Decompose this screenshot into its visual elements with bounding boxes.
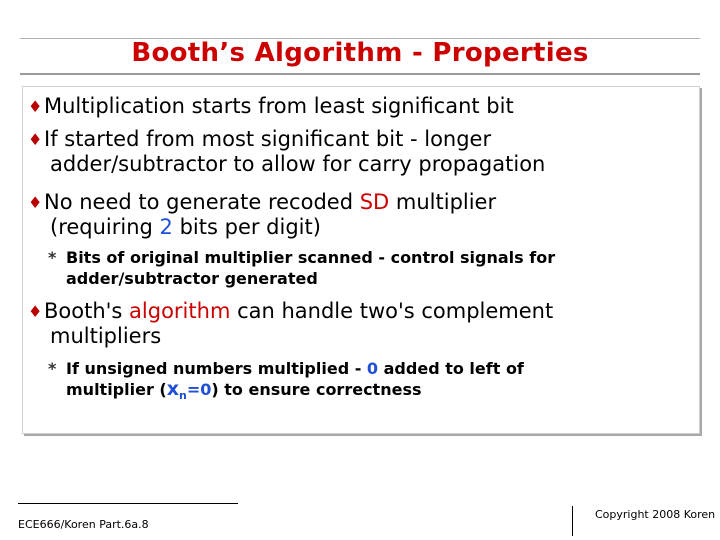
footer-copyright: Copyright 2008 Koren bbox=[595, 508, 716, 521]
subbullet-2-line-1: If unsigned numbers multiplied - 0 added to left of bbox=[66, 359, 524, 378]
asterisk-icon: * bbox=[48, 248, 57, 267]
footer-course-label: ECE666/Koren Part.6a.8 bbox=[18, 518, 149, 531]
bullet-4-line-1: Booth's algorithm can handle two's complement bbox=[44, 299, 554, 323]
subbullet-2 bbox=[48, 358, 524, 406]
bullet-1 bbox=[28, 94, 514, 119]
bullet-4-line-2: multipliers bbox=[50, 324, 162, 348]
slide-title: Booth’s Algorithm - Properties bbox=[131, 38, 589, 68]
bullet-3 bbox=[28, 190, 496, 240]
bullet-1-text: Multiplication starts from least significant bit bbox=[44, 94, 514, 118]
bullet-2-line-1: If started from most significant bit - longer bbox=[44, 127, 492, 151]
footer-right bbox=[572, 506, 716, 536]
title-bar bbox=[20, 38, 700, 75]
diamond-icon: ♦ bbox=[28, 193, 43, 212]
diamond-icon: ♦ bbox=[28, 302, 43, 321]
subbullet-1-line-2: adder/subtractor generated bbox=[66, 269, 318, 288]
bullet-3-line-1: No need to generate recoded SD multiplier bbox=[44, 190, 497, 214]
asterisk-icon: * bbox=[48, 359, 57, 378]
subbullet-1 bbox=[48, 247, 555, 289]
diamond-icon: ♦ bbox=[28, 97, 43, 116]
subbullet-1-line-1: Bits of original multiplier scanned - control signals for bbox=[66, 248, 556, 267]
bullet-2-line-2: adder/subtractor to allow for carry propagation bbox=[50, 152, 546, 176]
diamond-icon: ♦ bbox=[28, 130, 43, 149]
bullet-4 bbox=[28, 299, 553, 349]
bullet-3-line-2: (requiring 2 bits per digit) bbox=[50, 215, 321, 239]
bullet-2 bbox=[28, 127, 545, 177]
zero-highlight: 0 bbox=[366, 359, 379, 378]
two-highlight: 2 bbox=[159, 215, 173, 239]
footer-left bbox=[18, 503, 238, 533]
subbullet-2-line-2: multiplier $(x_n=0)$ to ensure correctness bbox=[66, 378, 422, 403]
sd-highlight: SD bbox=[359, 190, 390, 214]
algorithm-highlight: algorithm bbox=[129, 299, 231, 323]
xn-highlight: $x_n=0$ bbox=[166, 378, 212, 403]
